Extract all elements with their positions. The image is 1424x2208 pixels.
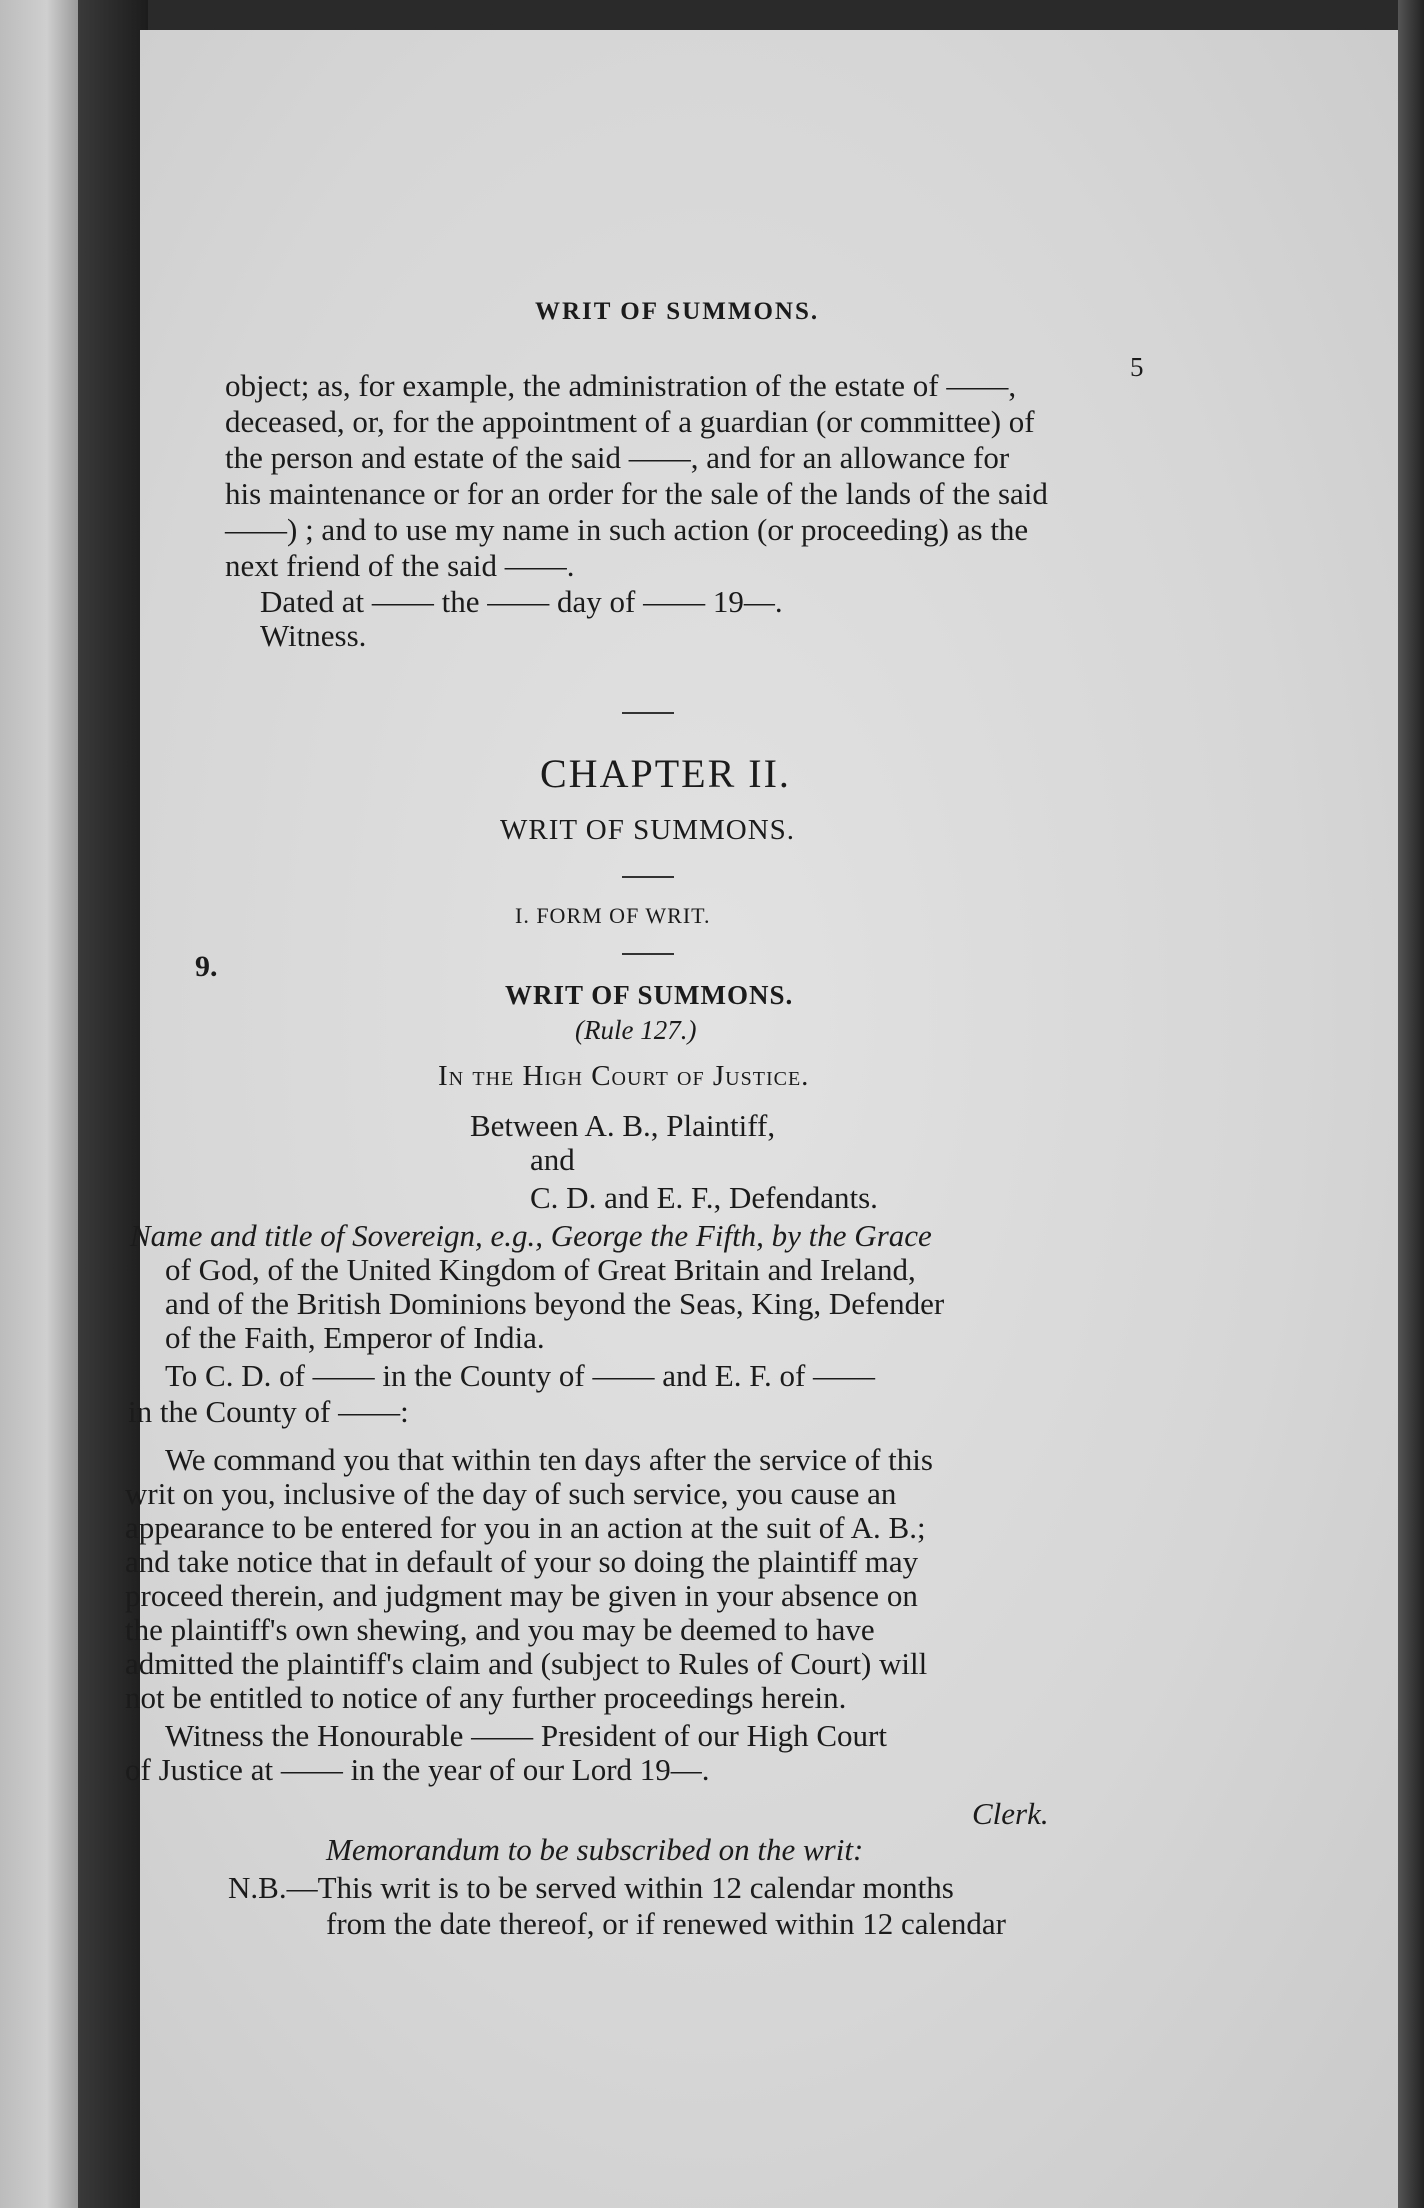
text-line: his maintenance or for an order for the sale of the lands of the said: [225, 476, 1048, 511]
text-line: of the Faith, Emperor of India.: [165, 1320, 545, 1355]
text-line: and take notice that in default of your so doing the plaintiff may: [125, 1544, 919, 1579]
text-line: deceased, or, for the appointment of a guardian (or committee) of: [225, 404, 1035, 439]
text-line: Name and title of Sovereign, e.g., George the Fifth, by the Grace: [130, 1218, 932, 1253]
text-line: proceed therein, and judgment may be given in your absence on: [125, 1578, 918, 1613]
text-line: not be entitled to notice of any further proceedings herein.: [125, 1680, 847, 1715]
text-line: appearance to be entered for you in an action at the suit of A. B.;: [125, 1510, 926, 1545]
text-line: in the County of ——:: [128, 1394, 409, 1429]
form-number: 9.: [195, 950, 218, 983]
and-line: and: [530, 1142, 575, 1177]
plaintiff-line: Between A. B., Plaintiff,: [470, 1108, 776, 1143]
text-line: Witness the Honourable —— President of our High Court: [165, 1718, 887, 1753]
clerk-signature-line: Clerk.: [972, 1796, 1049, 1831]
text-line: ——) ; and to use my name in such action (or proceeding) as the: [225, 512, 1029, 547]
rule-reference: (Rule 127.): [575, 1015, 697, 1045]
chapter-subtitle: WRIT OF SUMMONS.: [500, 814, 796, 846]
book-page: [125, 30, 1398, 2208]
witness-line: Witness.: [260, 618, 367, 653]
text-line: and of the British Dominions beyond the Seas, King, Defender: [165, 1286, 945, 1321]
divider: [622, 712, 674, 714]
book-gutter: [78, 0, 148, 2208]
form-title: WRIT OF SUMMONS.: [505, 980, 794, 1010]
chapter-title: CHAPTER II.: [540, 751, 791, 796]
text-line: object; as, for example, the administration of the estate of ——,: [225, 368, 1017, 403]
facing-page-edge: [0, 0, 78, 2208]
text-line: of God, of the United Kingdom of Great Britain and Ireland,: [165, 1252, 916, 1287]
section-heading: I. FORM OF WRIT.: [515, 903, 711, 928]
divider: [622, 876, 674, 878]
page-edge-shadow: [1398, 0, 1424, 2208]
page-number: 5: [1130, 352, 1144, 382]
text-line: the person and estate of the said ——, and for an allowance for: [225, 440, 1010, 475]
text-line: N.B.—This writ is to be served within 12 calendar months: [228, 1870, 954, 1905]
court-heading: In the High Court of Justice.: [438, 1060, 810, 1092]
text-line: from the date thereof, or if renewed within 12 calendar: [326, 1906, 1006, 1941]
text-line: next friend of the said ——.: [225, 548, 575, 583]
running-header: WRIT OF SUMMONS.: [535, 298, 820, 325]
text-line: To C. D. of —— in the County of —— and E. F. of ——: [165, 1358, 876, 1393]
memorandum-heading: Memorandum to be subscribed on the writ:: [326, 1832, 864, 1867]
defendants-line: C. D. and E. F., Defendants.: [530, 1180, 878, 1215]
text-line: writ on you, inclusive of the day of such service, you cause an: [125, 1476, 897, 1511]
text-line: We command you that within ten days after the service of this: [165, 1442, 933, 1477]
text-line: of Justice at —— in the year of our Lord 19—.: [125, 1752, 710, 1787]
text-line: admitted the plaintiff's claim and (subject to Rules of Court) will: [125, 1646, 928, 1681]
divider: [622, 953, 674, 955]
text-line: the plaintiff's own shewing, and you may be deemed to have: [125, 1612, 875, 1647]
dated-line: Dated at —— the —— day of —— 19—.: [260, 584, 783, 619]
